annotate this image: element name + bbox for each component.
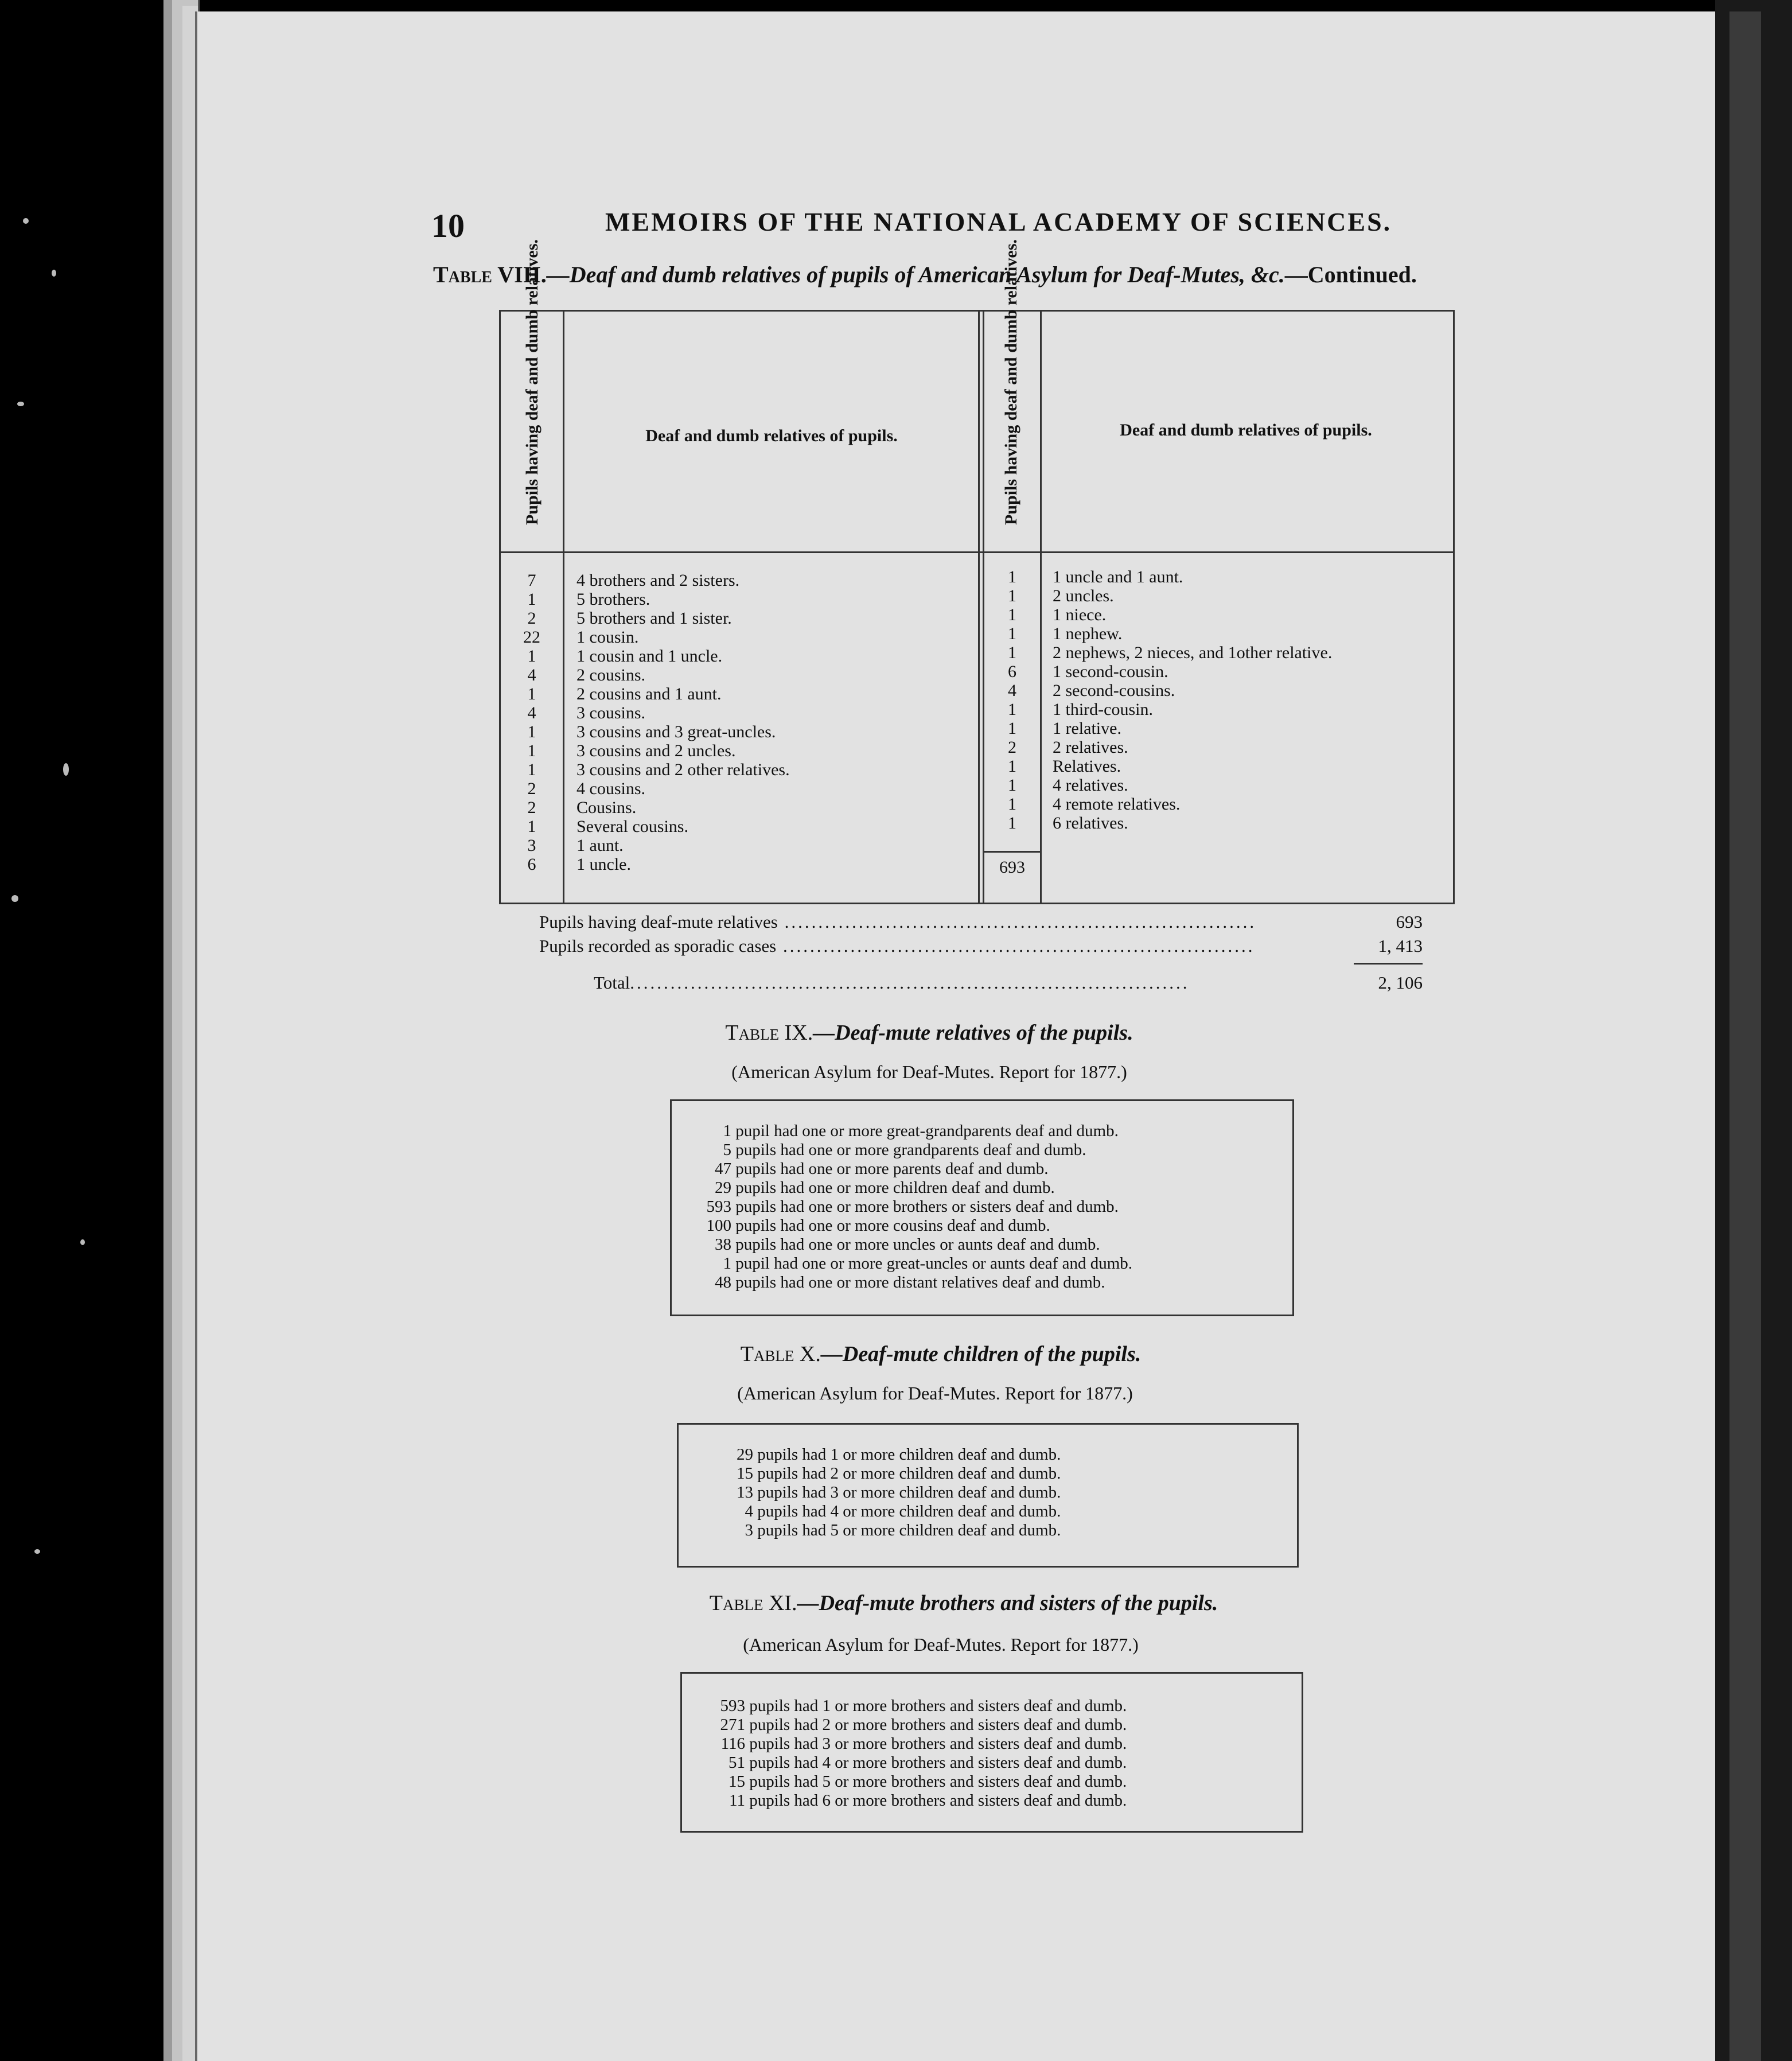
table-row xyxy=(713,1483,1061,1502)
table8-right-counts xyxy=(984,567,1040,833)
table8-label: Table VIII. xyxy=(433,262,547,287)
table8-desc-cell: 3 cousins. xyxy=(576,703,645,722)
table8-desc-cell: 4 relatives. xyxy=(1053,776,1128,795)
scan-speck xyxy=(34,1549,40,1554)
row-count: 47 xyxy=(715,1160,731,1178)
table11-rows xyxy=(705,1697,1127,1810)
table-row xyxy=(713,1464,1061,1483)
table8-count-cell: 1 xyxy=(1008,814,1016,833)
table-row xyxy=(691,1179,1132,1197)
table8-total-rule xyxy=(984,851,1040,853)
summary xyxy=(539,910,1423,996)
row-text: pupils had 1 or more brothers and sisters deaf and dumb. xyxy=(745,1697,1127,1715)
table8-count-cell: 4 xyxy=(1008,681,1016,700)
table-row xyxy=(691,1141,1132,1160)
scan-speck xyxy=(80,1239,85,1245)
table-row xyxy=(713,1445,1061,1464)
table8-left-descriptions xyxy=(576,571,790,874)
table8-count-cell: 2 xyxy=(527,779,536,798)
row-text: pupils had one or more distant relatives deaf and dumb. xyxy=(731,1273,1105,1292)
table11-box xyxy=(680,1672,1303,1833)
table10-label: Table X. xyxy=(740,1342,821,1366)
scan-speck xyxy=(17,402,24,406)
scan-speck xyxy=(63,763,69,776)
table9-caption xyxy=(620,1020,1239,1045)
table8-count-cell: 2 xyxy=(1008,738,1016,757)
table8-desc-cell: 2 relatives. xyxy=(1053,738,1128,757)
table10-title: —Deaf-mute children of the pupils. xyxy=(820,1342,1142,1366)
row-text: pupils had one or more uncles or aunts deaf and dumb. xyxy=(731,1235,1100,1254)
summary-row xyxy=(594,971,1190,995)
row-text: pupils had one or more grandparents deaf and dumb. xyxy=(731,1141,1086,1159)
summary-value: 1, 413 xyxy=(1378,936,1423,956)
table9-rows xyxy=(691,1122,1132,1292)
row-text: pupil had one or more great-uncles or aunts deaf and dumb. xyxy=(731,1254,1133,1273)
table8-right-total: 693 xyxy=(999,858,1025,877)
scan-speck xyxy=(52,270,56,277)
table8-count-cell: 1 xyxy=(527,817,536,836)
table8-left-desc-header: Deaf and dumb relatives of pupils. xyxy=(645,426,898,445)
table8-desc-cell: 3 cousins and 2 uncles. xyxy=(576,741,736,760)
summary-value: 2, 106 xyxy=(1378,973,1423,993)
table8-desc-cell: 1 aunt. xyxy=(576,836,624,855)
summary-label: Pupils having deaf-mute relatives xyxy=(539,912,778,932)
table8-right-descriptions xyxy=(1053,567,1332,833)
row-text: pupils had 5 or more brothers and sisters deaf and dumb. xyxy=(745,1772,1127,1791)
page-number: 10 xyxy=(431,207,465,244)
table8-desc-cell: 3 cousins and 3 great-uncles. xyxy=(576,722,776,741)
table8-count-cell: 1 xyxy=(527,590,536,609)
table11-source: (American Asylum for Deaf-Mutes. Report for 1877.) xyxy=(743,1634,1139,1655)
summary-label: Total xyxy=(594,973,630,993)
row-count: 48 xyxy=(715,1273,731,1292)
table8-desc-cell: 1 nephew. xyxy=(1053,624,1123,643)
table-row xyxy=(705,1772,1127,1791)
table-row xyxy=(691,1273,1132,1292)
row-count: 11 xyxy=(729,1791,745,1810)
table8-desc-cell: 2 nephews, 2 nieces, and 1other relative. xyxy=(1053,643,1333,662)
row-count: 1 xyxy=(723,1122,731,1140)
table8-desc-cell: 1 cousin. xyxy=(576,628,639,647)
summary-row xyxy=(539,910,1256,934)
table8-desc-cell: 6 relatives. xyxy=(1053,814,1128,833)
table8-title: —Deaf and dumb relatives of pupils of American Asylum for Deaf-Mutes, &c. xyxy=(546,262,1285,287)
table8-count-cell: 2 xyxy=(527,609,536,628)
table10-rows xyxy=(713,1445,1061,1540)
table8-count-cell: 1 xyxy=(527,741,536,760)
row-count: 116 xyxy=(720,1735,745,1753)
row-text: pupils had 6 or more brothers and sisters deaf and dumb. xyxy=(745,1791,1127,1810)
table8-count-cell: 1 xyxy=(1008,795,1016,814)
table8-count-cell: 7 xyxy=(527,571,536,590)
table8-desc-cell: 5 brothers. xyxy=(576,590,650,609)
table8-count-cell: 1 xyxy=(1008,776,1016,795)
table8-count-cell: 1 xyxy=(1008,719,1016,738)
table9-label: Table IX. xyxy=(725,1021,813,1045)
table8-count-cell: 1 xyxy=(1008,567,1016,586)
row-text: pupils had 4 or more children deaf and dumb. xyxy=(753,1502,1061,1521)
table9-box xyxy=(670,1099,1294,1316)
row-text: pupils had one or more brothers or sisters deaf and dumb. xyxy=(731,1197,1119,1216)
table-row xyxy=(691,1216,1132,1235)
table8-desc-cell: Relatives. xyxy=(1053,757,1121,776)
table8-desc-cell: 1 third-cousin. xyxy=(1053,700,1153,719)
table8-desc-cell: 1 uncle. xyxy=(576,855,631,874)
table-row xyxy=(691,1254,1132,1273)
table8-count-cell: 22 xyxy=(523,628,540,647)
row-count: 1 xyxy=(723,1254,731,1273)
table11-label: Table XI. xyxy=(709,1591,797,1615)
table8-count-cell: 2 xyxy=(527,798,536,817)
dot-leader: ...................................................................... xyxy=(777,912,1257,932)
row-count: 4 xyxy=(745,1502,753,1521)
row-text: pupil had one or more great-grandparents deaf and dumb. xyxy=(731,1122,1119,1140)
dot-leader: ................................................................................... xyxy=(630,973,1190,993)
row-text: pupils had 5 or more children deaf and dumb. xyxy=(753,1521,1061,1539)
table8-count-cell: 4 xyxy=(527,703,536,722)
row-text: pupils had 3 or more brothers and sisters deaf and dumb. xyxy=(745,1735,1127,1753)
table-row xyxy=(691,1197,1132,1216)
table8-right-desc-header: Deaf and dumb relatives of pupils. xyxy=(1120,421,1372,440)
table11-title: —Deaf-mute brothers and sisters of the pupils. xyxy=(797,1591,1218,1615)
table8-desc-cell: 4 remote relatives. xyxy=(1053,795,1181,814)
table-row xyxy=(705,1791,1127,1810)
row-text: pupils had 3 or more children deaf and dumb. xyxy=(753,1483,1061,1502)
row-count: 5 xyxy=(723,1141,731,1159)
row-count: 3 xyxy=(745,1521,753,1539)
table8-count-cell: 1 xyxy=(527,685,536,703)
row-text: pupils had 2 or more children deaf and dumb. xyxy=(753,1464,1061,1483)
row-count: 51 xyxy=(729,1753,745,1772)
table10-caption xyxy=(642,1341,1239,1367)
table8-desc-cell: 1 cousin and 1 uncle. xyxy=(576,647,723,666)
scan-speck xyxy=(23,218,29,224)
table8-desc-cell: 1 second-cousin. xyxy=(1053,662,1168,681)
row-count: 15 xyxy=(729,1772,745,1791)
table8-desc-cell: Several cousins. xyxy=(576,817,688,836)
table-row xyxy=(691,1160,1132,1179)
row-count: 29 xyxy=(737,1445,753,1464)
table8-left-count-header: Pupils having deaf and dumb relatives. xyxy=(523,239,542,525)
table8-count-cell: 3 xyxy=(527,836,536,855)
running-head: MEMOIRS OF THE NATIONAL ACADEMY OF SCIENCES. xyxy=(605,207,1392,236)
row-count: 13 xyxy=(737,1483,753,1502)
table8-count-cell: 1 xyxy=(1008,643,1016,662)
row-count: 593 xyxy=(706,1197,731,1216)
summary-rule xyxy=(1354,963,1423,965)
row-text: pupils had one or more children deaf and dumb. xyxy=(731,1179,1055,1197)
row-text: pupils had 1 or more children deaf and dumb. xyxy=(753,1445,1061,1464)
scan-speck xyxy=(11,895,18,902)
row-count: 100 xyxy=(706,1216,731,1235)
row-text: pupils had one or more cousins deaf and dumb. xyxy=(731,1216,1050,1235)
table8-count-cell: 1 xyxy=(1008,586,1016,605)
row-count: 593 xyxy=(720,1697,745,1715)
table8-desc-cell: 1 relative. xyxy=(1053,719,1121,738)
table8-desc-cell: 2 uncles. xyxy=(1053,586,1114,605)
table8-caption xyxy=(433,261,1417,288)
right-binding-edge xyxy=(1729,11,1761,2061)
table8-desc-cell: 4 cousins. xyxy=(576,779,645,798)
table8-continued: —Continued. xyxy=(1284,262,1417,287)
table8-count-cell: 4 xyxy=(527,666,536,685)
table8-count-cell: 1 xyxy=(1008,700,1016,719)
row-count: 15 xyxy=(737,1464,753,1483)
table8-left-counts xyxy=(501,571,563,874)
table8-divider xyxy=(563,312,564,903)
row-text: pupils had one or more parents deaf and dumb. xyxy=(731,1160,1049,1178)
dot-leader: ...................................................................... xyxy=(776,936,1255,956)
summary-row xyxy=(539,934,1255,958)
table8-count-cell: 1 xyxy=(1008,757,1016,776)
table-row xyxy=(713,1521,1061,1540)
table8-desc-cell: 4 brothers and 2 sisters. xyxy=(576,571,740,590)
table8-desc-cell: 3 cousins and 2 other relatives. xyxy=(576,760,790,779)
table8-count-cell: 1 xyxy=(527,647,536,666)
table-row xyxy=(705,1716,1127,1735)
table8-desc-cell: 2 cousins and 1 aunt. xyxy=(576,685,722,703)
table8-right-count-header: Pupils having deaf and dumb relatives. xyxy=(1002,239,1020,525)
table8-divider xyxy=(978,312,980,903)
table8-desc-cell: 2 second-cousins. xyxy=(1053,681,1175,700)
table8-count-cell: 1 xyxy=(527,760,536,779)
table8-divider xyxy=(1040,312,1042,903)
table8-desc-cell: 1 uncle and 1 aunt. xyxy=(1053,567,1183,586)
table8-count-cell: 1 xyxy=(527,722,536,741)
table8-desc-cell: 2 cousins. xyxy=(576,666,645,685)
table8-count-cell: 6 xyxy=(527,855,536,874)
table8-count-cell: 1 xyxy=(1008,624,1016,643)
table-row xyxy=(705,1735,1127,1753)
table10-box xyxy=(677,1423,1299,1568)
table-row xyxy=(713,1502,1061,1521)
table8-desc-cell: Cousins. xyxy=(576,798,637,817)
table10-source: (American Asylum for Deaf-Mutes. Report for 1877.) xyxy=(737,1383,1133,1403)
table9-title: —Deaf-mute relatives of the pupils. xyxy=(813,1021,1133,1045)
row-text: pupils had 2 or more brothers and sisters deaf and dumb. xyxy=(745,1716,1127,1734)
summary-value: 693 xyxy=(1396,912,1423,932)
table8-count-cell: 6 xyxy=(1008,662,1016,681)
row-text: pupils had 4 or more brothers and sisters deaf and dumb. xyxy=(745,1753,1127,1772)
table8-count-cell: 1 xyxy=(1008,605,1016,624)
summary-label: Pupils recorded as sporadic cases xyxy=(539,936,777,956)
table8-desc-cell: 5 brothers and 1 sister. xyxy=(576,609,732,628)
table9-source: (American Asylum for Deaf-Mutes. Report for 1877.) xyxy=(731,1061,1127,1082)
table8-header-rule xyxy=(501,551,1453,553)
table-row xyxy=(705,1697,1127,1716)
table11-caption xyxy=(631,1591,1296,1616)
table8-desc-cell: 1 niece. xyxy=(1053,605,1107,624)
leader-mask xyxy=(1285,939,1354,996)
row-count: 38 xyxy=(715,1235,731,1254)
row-count: 29 xyxy=(715,1179,731,1197)
table-row xyxy=(691,1235,1132,1254)
table-row xyxy=(705,1753,1127,1772)
table-row xyxy=(691,1122,1132,1141)
row-count: 271 xyxy=(720,1716,745,1734)
